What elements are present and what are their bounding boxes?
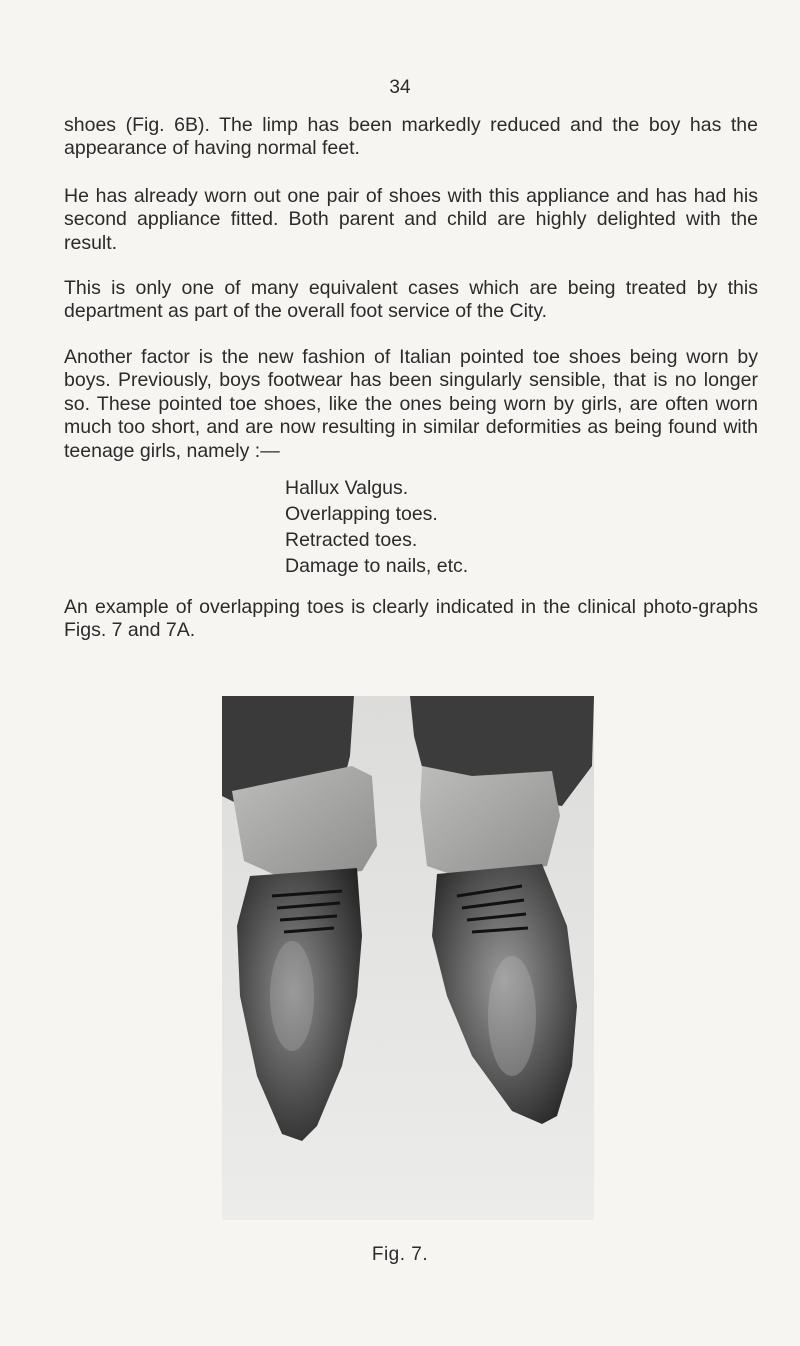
paragraph-4: Another factor is the new fashion of Italian pointed toe shoes being worn by boys. Previously, boys footwear has been singularly sensible, that is no longer so. These pointed toe shoes, like the ones being worn by girls, are often worn much too short, and are now resulting in similar deformities as being found with teenage girls, namely :—	[64, 346, 758, 462]
paragraph-2: He has already worn out one pair of shoes with this appliance and has had his second appliance fitted. Both parent and child are highly delighted with the result.	[64, 185, 758, 254]
paragraph-1: shoes (Fig. 6B). The limp has been markedly reduced and the boy has the appearance of having normal feet.	[64, 114, 758, 160]
deformities-list	[285, 475, 468, 579]
figure-caption: Fig. 7.	[371, 1244, 429, 1265]
list-item: Hallux Valgus.	[285, 477, 409, 499]
list-item: Damage to nails, etc.	[285, 555, 469, 577]
paragraph-5: An example of overlapping toes is clearly indicated in the clinical photo-graphs Figs. 7 and 7A.	[64, 596, 758, 642]
page-number: 34	[389, 77, 411, 98]
list-item: Overlapping toes.	[285, 503, 438, 525]
clinical-photograph	[222, 696, 594, 1220]
list-item: Retracted toes.	[285, 529, 418, 551]
paragraph-3: This is only one of many equivalent cases which are being treated by this department as part of the overall foot service of the City.	[64, 277, 758, 323]
